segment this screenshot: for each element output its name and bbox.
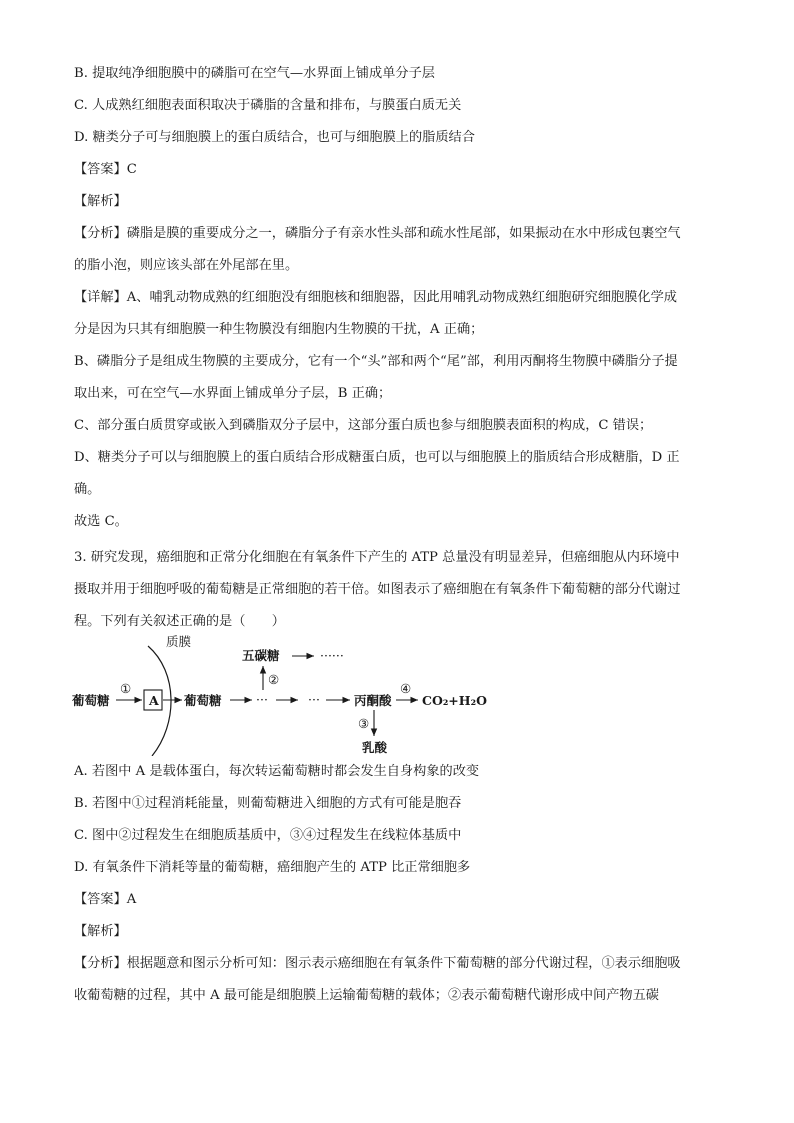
- pyruvate-label: 丙酮酸: [354, 693, 392, 708]
- carrier-label: A: [149, 693, 159, 708]
- glucose-outside: 葡萄糖: [72, 693, 110, 708]
- dots-2: ···: [308, 692, 320, 707]
- analysis-text: 【分析】磷脂是膜的重要成分之一，磷脂分子有亲水性头部和疏水性尾部，如果振动在水中形成包裹空气: [74, 226, 681, 241]
- analysis-label: 【解析】: [74, 924, 127, 939]
- analysis-label: 【解析】: [74, 194, 127, 209]
- step2-label: ②: [268, 672, 280, 687]
- metabolism-diagram: [70, 632, 510, 756]
- question-text: 3. 研究发现，癌细胞和正常分化细胞在有氧条件下产生的 ATP 总量没有明显差异，但癌细胞从内环境中: [74, 550, 680, 565]
- detail-text: 取出来，可在空气—水界面上铺成单分子层，B 正确；: [74, 386, 392, 401]
- choice-text: 故选 C。: [74, 514, 128, 529]
- analysis-text: 收葡萄糖的过程，其中 A 最可能是细胞膜上运输葡萄糖的载体；②表示葡萄糖代谢形成中间产物五碳: [74, 988, 659, 1003]
- detail-text: 【详解】A、哺乳动物成熟的红细胞没有细胞核和细胞器，因此用哺乳动物成熟红细胞研究细胞膜化学成: [74, 290, 677, 305]
- step4-label: ④: [400, 681, 412, 696]
- detail-text: B、磷脂分子是组成生物膜的主要成分，它有一个“头”部和两个“尾”部，利用丙酮将生物膜中磷脂分子提: [74, 354, 678, 369]
- option-c-prev: C. 人成熟红细胞表面积取决于磷脂的含量和排布，与膜蛋白质无关: [74, 98, 462, 113]
- question-text: 摄取并用于细胞呼吸的葡萄糖是正常细胞的若干倍。如图表示了癌细胞在有氧条件下葡萄糖的部分代谢过: [74, 582, 681, 597]
- lactate-label: 乳酸: [362, 740, 388, 755]
- dots-1: ···: [256, 692, 268, 707]
- detail-text: 确。: [74, 482, 101, 497]
- analysis-text: 【分析】根据题意和图示分析可知：图示表示癌细胞在有氧条件下葡萄糖的部分代谢过程，①表示细胞吸: [74, 956, 681, 971]
- pentose-dots: ······: [320, 648, 344, 663]
- option-d-prev: D. 糖类分子可与细胞膜上的蛋白质结合，也可与细胞膜上的脂质结合: [74, 130, 475, 145]
- step1-label: ①: [120, 681, 132, 696]
- glucose-inside: 葡萄糖: [184, 693, 222, 708]
- products-label: CO₂+H₂O: [422, 693, 487, 708]
- answer-label: 【答案】A: [74, 892, 137, 907]
- membrane-label: 质膜: [166, 634, 192, 649]
- option-b-prev: B. 提取纯净细胞膜中的磷脂可在空气—水界面上铺成单分子层: [74, 66, 435, 81]
- detail-text: D、糖类分子可以与细胞膜上的蛋白质结合形成糖蛋白质，也可以与细胞膜上的脂质结合形成糖脂，D 正: [74, 450, 680, 465]
- option-c: C. 图中②过程发生在细胞质基质中，③④过程发生在线粒体基质中: [74, 828, 462, 843]
- question-text: 程。下列有关叙述正确的是（ ）: [74, 614, 285, 629]
- option-b: B. 若图中①过程消耗能量，则葡萄糖进入细胞的方式有可能是胞吞: [74, 796, 462, 811]
- option-d: D. 有氧条件下消耗等量的葡萄糖，癌细胞产生的 ATP 比正常细胞多: [74, 860, 471, 875]
- option-a: A. 若图中 A 是载体蛋白，每次转运葡萄糖时都会发生自身构象的改变: [74, 764, 480, 779]
- pentose-label: 五碳糖: [242, 648, 280, 663]
- step3-label: ③: [358, 716, 370, 731]
- detail-text: 分是因为只其有细胞膜一种生物膜没有细胞内生物膜的干扰，A 正确；: [74, 322, 484, 337]
- answer-label: 【答案】C: [74, 162, 137, 177]
- detail-text: C、部分蛋白质贯穿或嵌入到磷脂双分子层中，这部分蛋白质也参与细胞膜表面积的构成，C 错误；: [74, 418, 653, 433]
- analysis-text: 的脂小泡，则应该头部在外尾部在里。: [74, 258, 299, 273]
